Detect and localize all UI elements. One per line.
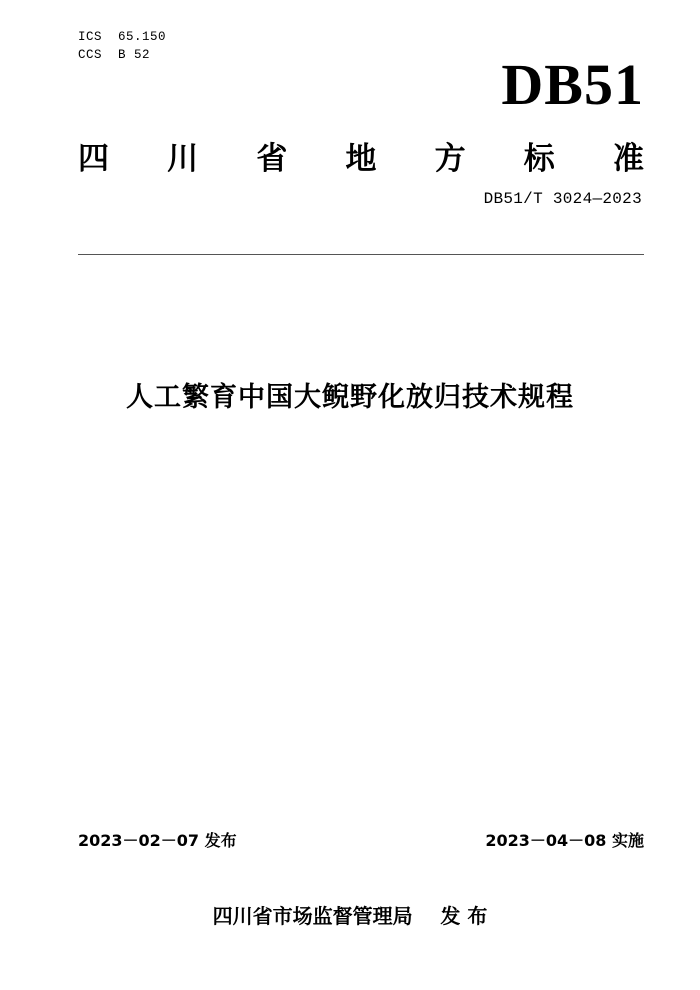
page-title: 人工繁育中国大鲵野化放归技术规程 [126,382,574,413]
header-divider [78,254,644,255]
province-char-4: 地 [345,141,377,177]
issuing-authority: 四川省市场监督管理局 发 布 [212,904,488,928]
ics-code: ICS 65.150 [78,30,167,44]
standard-number: DB51/T 3024—2023 [483,190,642,208]
date-row [78,828,644,851]
standard-mark: DB51 [501,52,644,117]
province-char-7: 准 [612,141,644,177]
implementation-date: 2023－04－08 实施 [485,831,644,850]
province-char-3: 省 [256,141,288,177]
province-char-2: 川 [167,141,199,177]
issue-date: 2023－02－07 发布 [78,831,237,850]
province-char-1: 四 [78,141,109,177]
ccs-code: CCS B 52 [78,48,151,62]
header-zone [78,28,644,208]
province-standard-heading [78,133,644,178]
province-char-6: 标 [523,141,555,177]
province-char-5: 方 [434,141,466,177]
